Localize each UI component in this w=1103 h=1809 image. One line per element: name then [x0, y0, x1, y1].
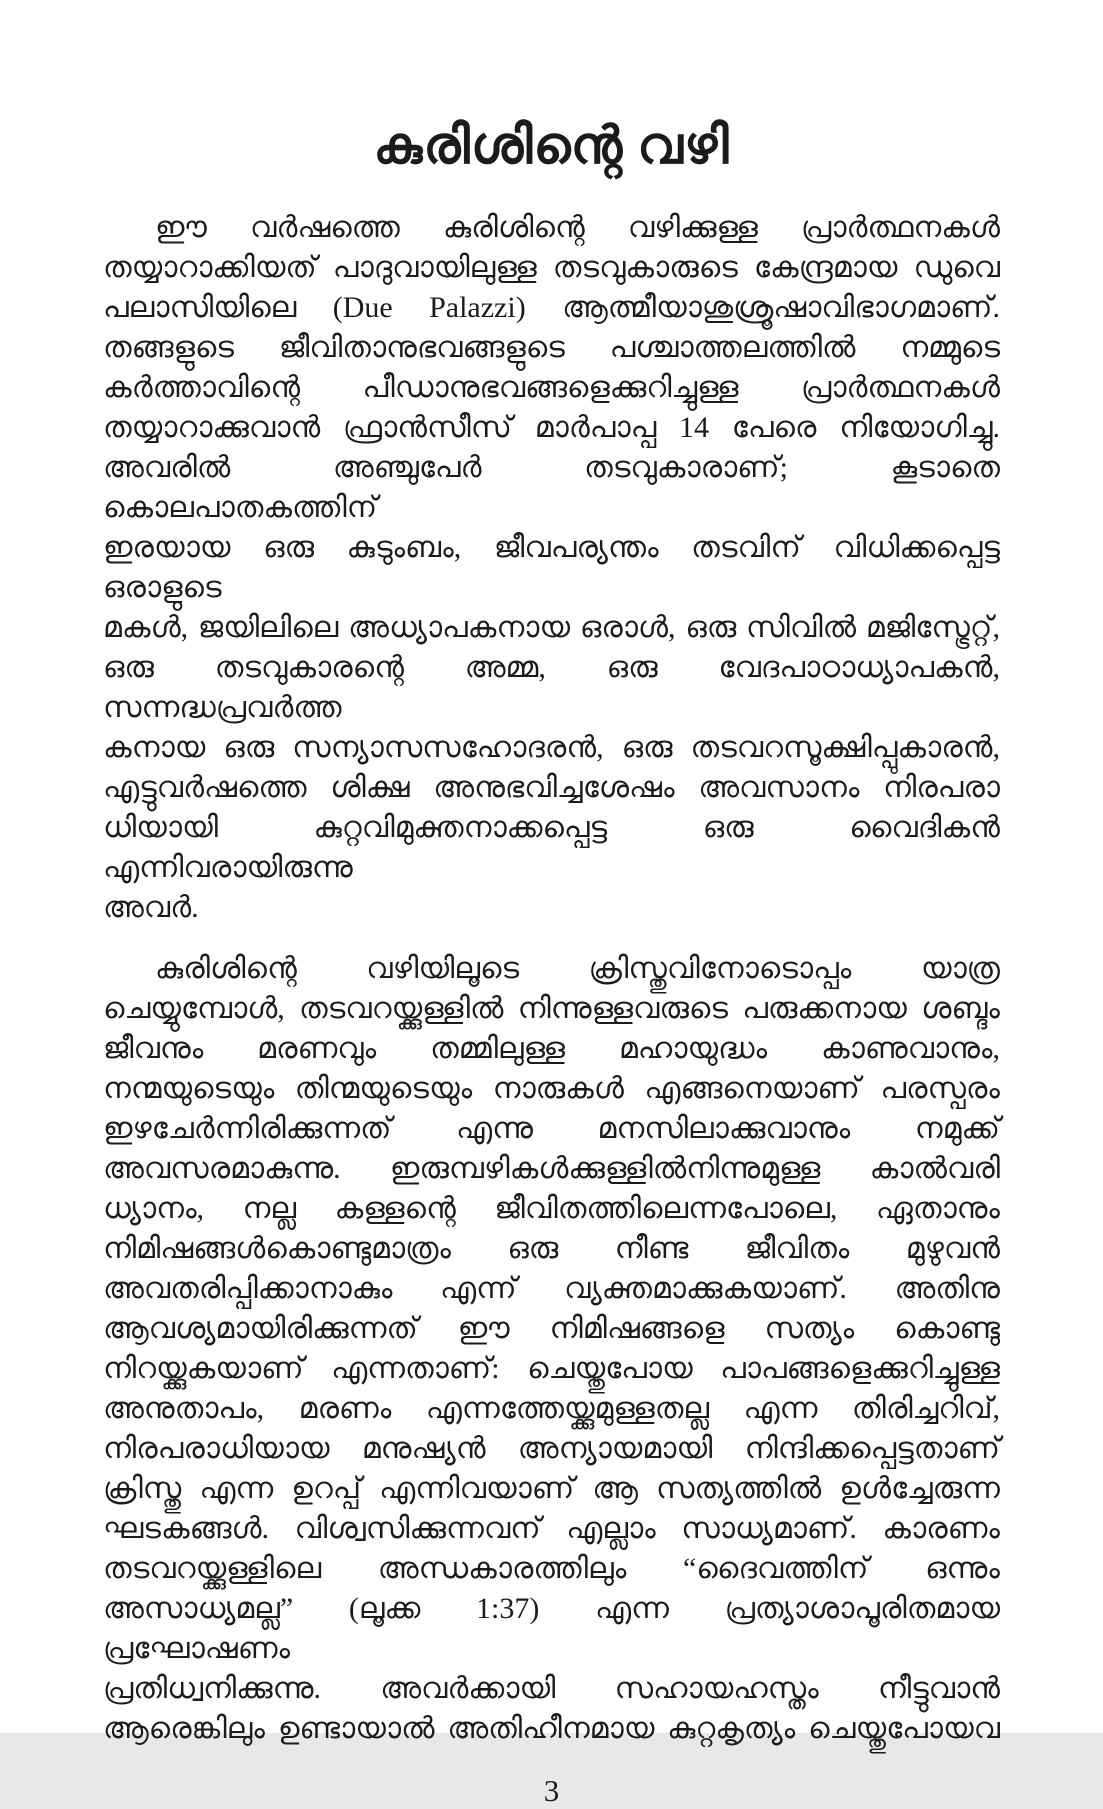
text-line: മകൾ, ജയിലിലെ അധ്യാപകനായ ഒരാൾ, ഒരു സിവിൽ മജിസ്ട്രേറ്റ്,: [103, 611, 1000, 644]
text-line: അവരിൽ അഞ്ചുപേർ തടവുകാരാണ്; കൂടാതെ കൊലപാതകത്തിന്: [103, 451, 1000, 524]
text-line: ഇരയായ ഒരു കുടുംബം, ജീവപര്യന്തം തടവിന് വിധിക്കപ്പെട്ട ഒരാളുടെ: [103, 531, 1000, 604]
text-line: കുരിശിന്റെ വഴിയിലൂടെ ക്രിസ്തുവിനോടൊപ്പം യാത്ര: [155, 952, 1000, 985]
text-line: അനുതാപം, മരണം എന്നത്തേയ്ക്കുമുള്ളതല്ല എന്ന തിരിച്ചറിവ്,: [103, 1392, 1000, 1425]
page-number: 3: [543, 1773, 560, 1808]
text-line: നിരപരാധിയായ മനുഷ്യൻ അന്യായമായി നിന്ദിക്കപ്പെട്ടതാണ്: [103, 1432, 1000, 1465]
paragraph: [103, 208, 1000, 928]
text-line: അസാധ്യമല്ല” (ലൂക്ക 1:37) എന്ന പ്രത്യാശാപൂരിതമായ പ്രഘോഷണം: [103, 1592, 1000, 1665]
text-line: തയ്യാറാക്കുവാൻ ഫ്രാൻസീസ് മാർപാപ്പ 14 പേരെ നിയോഗിച്ചു.: [103, 411, 1000, 444]
text-line: എട്ടുവർഷത്തെ ശിക്ഷ അനുഭവിച്ചശേഷം അവസാനം നിരപരാ: [103, 771, 1000, 804]
text-line: അവതരിപ്പിക്കാനാകും എന്ന് വ്യക്തമാക്കുകയാണ്. അതിനു: [103, 1272, 1000, 1305]
text-line: അവർ.: [103, 891, 199, 924]
text-line: തടവറയ്ക്കുള്ളിലെ അന്ധകാരത്തിലും “ദൈവത്തിന് ഒന്നും: [103, 1552, 1000, 1585]
text-line: പ്രതിധ്വനിക്കുന്നു. അവർക്കായി സഹായഹസ്തം നീട്ടുവാൻ: [103, 1672, 1000, 1705]
text-line: ഈ വർഷത്തെ കുരിശിന്റെ വഴിക്കുള്ള പ്രാർത്ഥനകൾ: [155, 211, 1000, 244]
page-title: കുരിശിന്റെ വഴി: [373, 118, 730, 175]
text-line: നിമിഷങ്ങൾകൊണ്ടുമാത്രം ഒരു നീണ്ട ജീവിതം മുഴുവൻ: [103, 1232, 1000, 1265]
text-line: ധിയായി കുറ്റവിമുക്തനാക്കപ്പെട്ട ഒരു വൈദികൻ എന്നിവരായിരുന്നു: [103, 811, 1000, 884]
text-line: തയ്യാറാക്കിയത് പാദുവായിലുള്ള തടവുകാരുടെ കേന്ദ്രമായ ഡുവെ: [103, 251, 1000, 284]
text-line: കനായ ഒരു സന്യാസസഹോദരൻ, ഒരു തടവറസൂക്ഷിപ്പുകാരൻ,: [103, 731, 1000, 764]
text-line: തങ്ങളുടെ ജീവിതാനുഭവങ്ങളുടെ പശ്ചാത്തലത്തിൽ നമ്മുടെ: [103, 331, 1000, 364]
text-line: ആരെങ്കിലും ഉണ്ടായാൽ അതിഹീനമായ കുറ്റകൃത്യം ചെയ്തുപോയവ: [103, 1712, 1000, 1745]
body-text: [103, 208, 1000, 1749]
text-line: ജീവനും മരണവും തമ്മിലുള്ള മഹായുദ്ധം കാണുവാനും,: [103, 1032, 1000, 1065]
text-line: നിറയ്ക്കുകയാണ് എന്നതാണ്: ചെയ്തുപോയ പാപങ്ങളെക്കുറിച്ചുള്ള: [103, 1352, 1000, 1385]
paragraph: [103, 949, 1000, 1749]
text-line: ചെയ്യുമ്പോൾ, തടവറയ്ക്കുള്ളിൽ നിന്നുള്ളവരുടെ പരുക്കനായ ശബ്ദം: [103, 992, 1000, 1025]
text-line: നന്മയുടെയും തിന്മയുടെയും നാരുകൾ എങ്ങനെയാണ് പരസ്പരം: [103, 1072, 1000, 1105]
text-line: അവസരമാകുന്നു. ഇരുമ്പഴികൾക്കുള്ളിൽനിന്നുമുള്ള കാൽവരി: [103, 1152, 1000, 1185]
text-line: ആവശ്യമായിരിക്കുന്നത് ഈ നിമിഷങ്ങളെ സത്യം കൊണ്ടു: [103, 1312, 1000, 1345]
text-line: ഇഴചേർന്നിരിക്കുന്നത് എന്നു മനസിലാക്കുവാനും നമുക്ക്: [103, 1112, 1000, 1145]
text-line: കർത്താവിന്റെ പീഡാനുഭവങ്ങളെക്കുറിച്ചുള്ള പ്രാർത്ഥനകൾ: [103, 371, 1000, 404]
text-line: ക്രിസ്തു എന്ന ഉറപ്പ് എന്നിവയാണ് ആ സത്യത്തിൽ ഉൾച്ചേരുന്ന: [103, 1472, 1000, 1505]
text-line: പലാസിയിലെ (Due Palazzi) ആത്മീയാശുശ്രൂഷാവിഭാഗമാണ്.: [103, 291, 1000, 324]
text-line: ധ്യാനം, നല്ല കള്ളന്റെ ജീവിതത്തിലെന്നപോലെ, ഏതാനും: [103, 1192, 1000, 1225]
text-line: ഘടകങ്ങൾ. വിശ്വസിക്കുന്നവന് എല്ലാം സാധ്യമാണ്. കാരണം: [103, 1512, 1000, 1545]
text-line: ഒരു തടവുകാരന്റെ അമ്മ, ഒരു വേദപാഠാധ്യാപകൻ, സന്നദ്ധപ്രവർത്ത: [103, 651, 1000, 724]
